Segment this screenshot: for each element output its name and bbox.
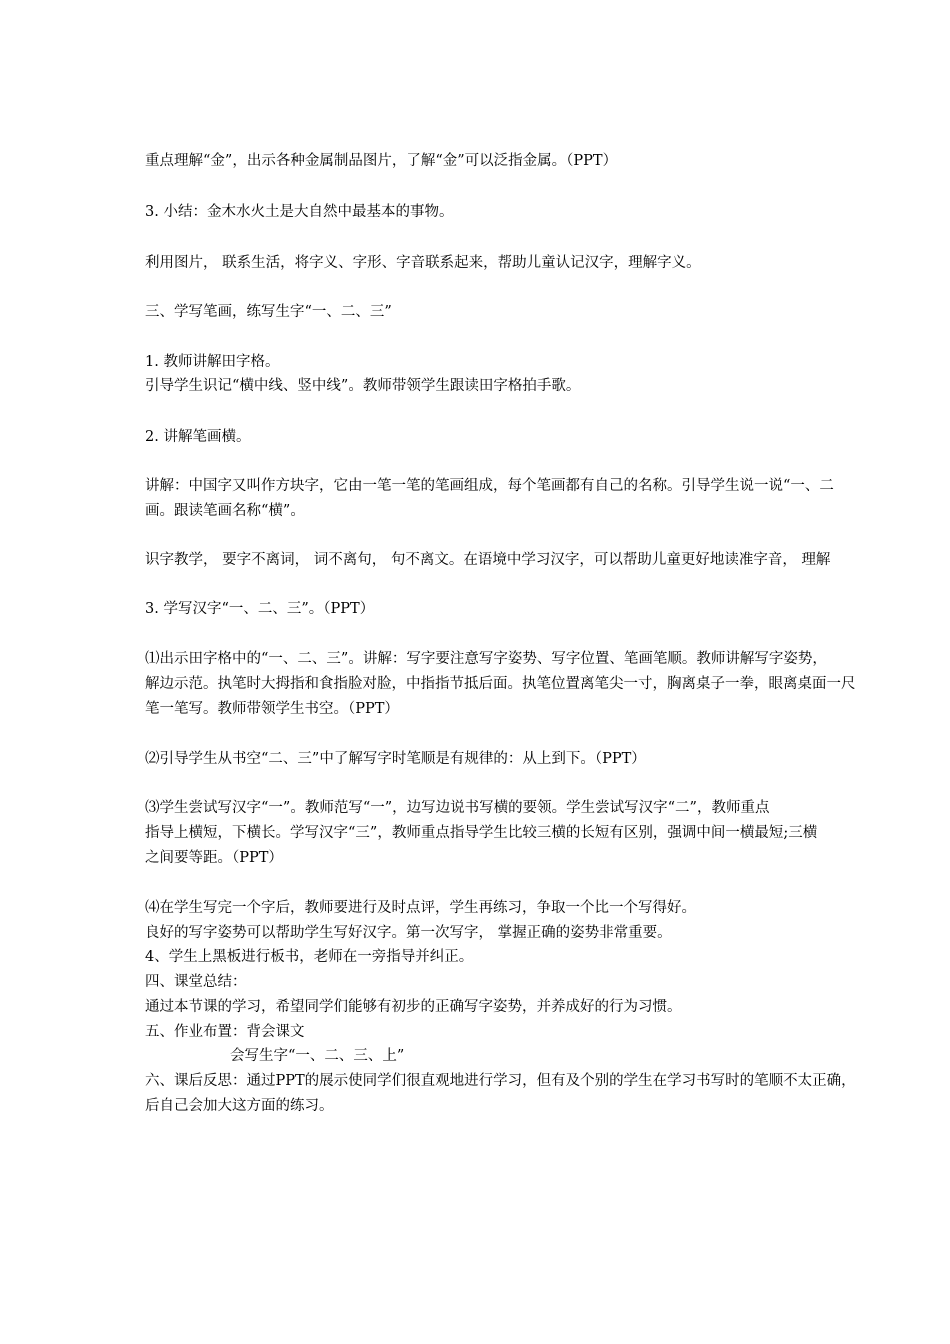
text-line: 1. 教师讲解田字格。 <box>145 354 280 370</box>
text-line: 后自己会加大这方面的练习。 <box>145 1098 334 1114</box>
text-line: 通过本节课的学习，希望同学们能够有初步的正确写字姿势，并养成好的行为习惯。 <box>145 999 682 1015</box>
text-line: ⑶学生尝试写汉字“一”。教师范写“一”，边写边说书写横的要领。学生尝试写汉字“二”，教师重点 <box>145 800 770 816</box>
text-line: 画。跟读笔画名称“横”。 <box>145 503 305 519</box>
text-line: 笔一笔写。教师带领学生书空。（PPT） <box>145 701 399 717</box>
text-line: 解边示范。执笔时大拇指和食指脸对脸，中指指节抵后面。执笔位置离笔尖一寸，胸离桌子一拳，眼离桌面一尺 <box>145 676 856 692</box>
section-heading: 五、作业布置：背会课文 <box>145 1024 305 1040</box>
text-line: 指导上横短，下横长。学写汉字“三”，教师重点指导学生比较三横的长短有区别，强调中间一横最短;三横 <box>145 825 818 841</box>
text-line: ⑵引导学生从书空“二、三”中了解写字时笔顺是有规律的：从上到下。（PPT） <box>145 751 646 767</box>
text-line: 讲解：中国字又叫作方块字，它由一笔一笔的笔画组成，每个笔画都有自己的名称。引导学生说一说“一、二 <box>145 478 834 494</box>
text-line: ⑷在学生写完一个字后，教师要进行及时点评，学生再练习，争取一个比一个写得好。 <box>145 900 696 916</box>
section-heading: 六、课后反思：通过PPT的展示使同学们很直观地进行学习，但有及个别的学生在学习书写时的笔顺不太正确， <box>145 1073 856 1089</box>
text-line: 重点理解“金”，出示各种金属制品图片，了解“金”可以泛指金属。（PPT） <box>145 153 618 169</box>
text-line: 3. 学写汉字“一、二、三”。（PPT） <box>145 601 375 617</box>
text-line: 2. 讲解笔画横。 <box>145 429 251 445</box>
text-line: ⑴出示田字格中的“一、二、三”。讲解：写字要注意写字姿势、写字位置、笔画笔顺。教师讲解写字姿势， <box>145 651 827 667</box>
text-line: 识字教学， 要字不离词， 词不离句， 句不离文。在语境中学习汉字，可以帮助儿童更好地读准字音， 理解 <box>145 552 831 568</box>
section-heading: 三、学写笔画，练写生字“一、二、三” <box>145 304 392 320</box>
section-heading: 四、课堂总结： <box>145 974 247 990</box>
text-line: 之间要等距。（PPT） <box>145 850 283 866</box>
text-line: 会写生字“一、二、三、上” <box>230 1048 405 1064</box>
text-line: 利用图片， 联系生活，将字义、字形、字音联系起来，帮助儿童认记汉字，理解字义。 <box>145 255 701 271</box>
text-line: 4、学生上黑板进行板书，老师在一旁指导并纠正。 <box>145 949 474 965</box>
text-line: 引导学生识记“横中线、竖中线”。教师带领学生跟读田字格拍手歌。 <box>145 378 581 394</box>
text-line: 良好的写字姿势可以帮助学生写好汉字。第一次写字， 掌握正确的姿势非常重要。 <box>145 925 672 941</box>
text-line: 3. 小结：金木水火土是大自然中最基本的事物。 <box>145 204 454 220</box>
